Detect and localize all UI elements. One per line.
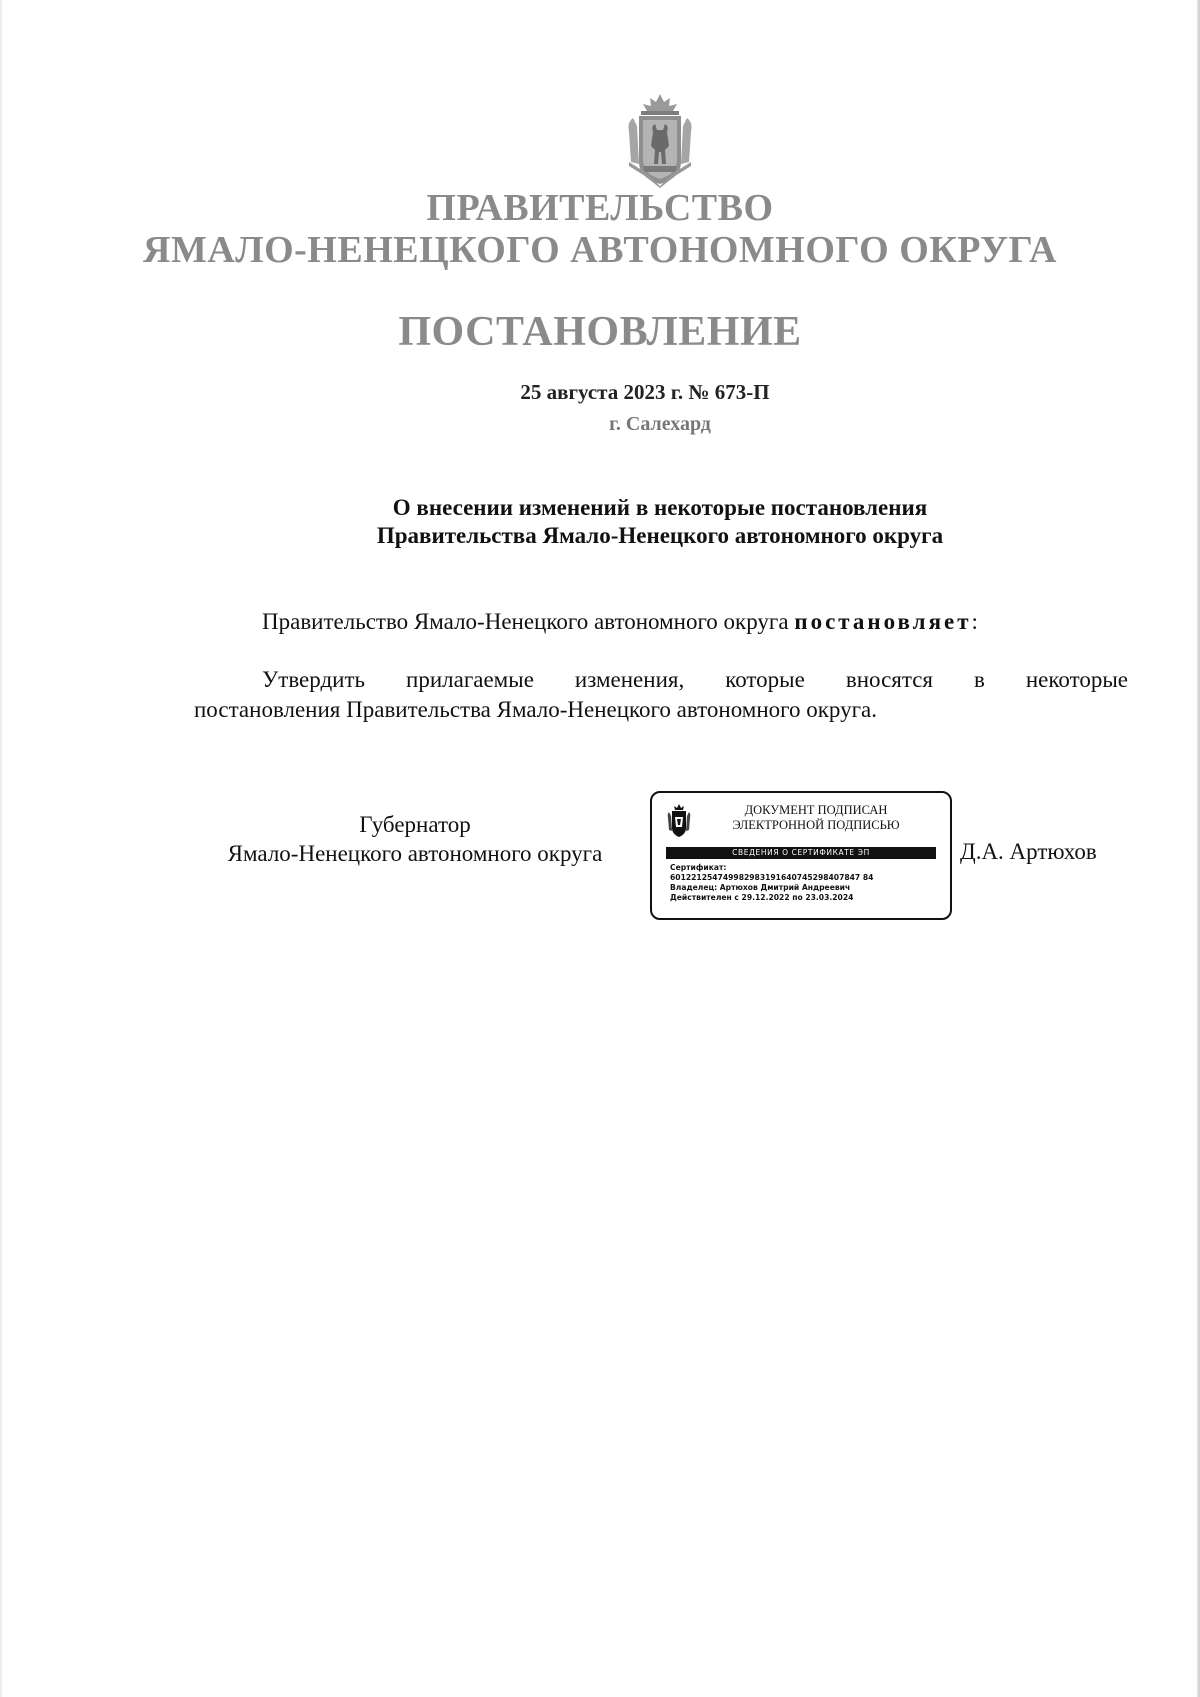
certificate-number: 601221254749982983191640745298407847 84: [670, 873, 874, 882]
signer-name: Д.А. Артюхов: [960, 839, 1097, 864]
signer-position-line-1: Губернатор: [359, 812, 471, 837]
word: некоторые: [1025, 667, 1128, 692]
government-heading: ПРАВИТЕЛЬСТВО: [426, 187, 774, 229]
date-and-number: 25 августа 2023 г. № 673-П: [520, 380, 770, 404]
stamp-heading-line-1: ДОКУМЕНТ ПОДПИСАН: [744, 803, 888, 817]
city: г. Салехард: [609, 413, 711, 435]
okrug-heading: ЯМАЛО-НЕНЕЦКОГО АВТОНОМНОГО ОКРУГА: [143, 229, 1057, 271]
resolution-paragraph: [262, 609, 978, 635]
word: в: [973, 667, 985, 692]
word: Утвердить: [262, 667, 366, 692]
certificate-label: Сертификат:: [670, 863, 727, 872]
document-title-line-1: О внесении изменений в некоторые постановления: [392, 495, 928, 520]
coat-of-arms-icon: [623, 92, 697, 188]
word: вносятся: [845, 667, 933, 692]
resolution-keyword: постановляет: [794, 609, 972, 634]
electronic-signature-stamp: [650, 791, 952, 920]
certificate-owner: Владелец: Артюхов Дмитрий Андреевич: [670, 883, 851, 892]
word: прилагаемые: [406, 667, 534, 692]
document-title-line-2: Правительства Ямало-Ненецкого автономного округа: [376, 523, 944, 548]
word: изменения,: [574, 667, 685, 692]
certificate-info-bar: СВЕДЕНИЯ О СЕРТИФИКАТЕ ЭП: [666, 847, 936, 859]
resolution-colon: :: [971, 609, 978, 634]
certificate-validity: Действителен с 29.12.2022 по 23.03.2024: [670, 893, 854, 902]
document-type-heading: ПОСТАНОВЛЕНИЕ: [398, 309, 802, 355]
approve-paragraph-line-2: постановления Правительства Ямало-Ненецкого автономного округа.: [194, 697, 878, 722]
stamp-emblem-icon: [666, 803, 692, 839]
resolution-text: Правительство Ямало-Ненецкого автономного округа: [262, 609, 789, 634]
stamp-heading: [696, 803, 936, 833]
signer-position-line-2: Ямало-Ненецкого автономного округа: [227, 841, 603, 866]
approve-paragraph-line-1: [262, 667, 1128, 693]
word: которые: [725, 667, 805, 692]
stamp-heading-line-2: ЭЛЕКТРОННОЙ ПОДПИСЬЮ: [732, 818, 900, 832]
